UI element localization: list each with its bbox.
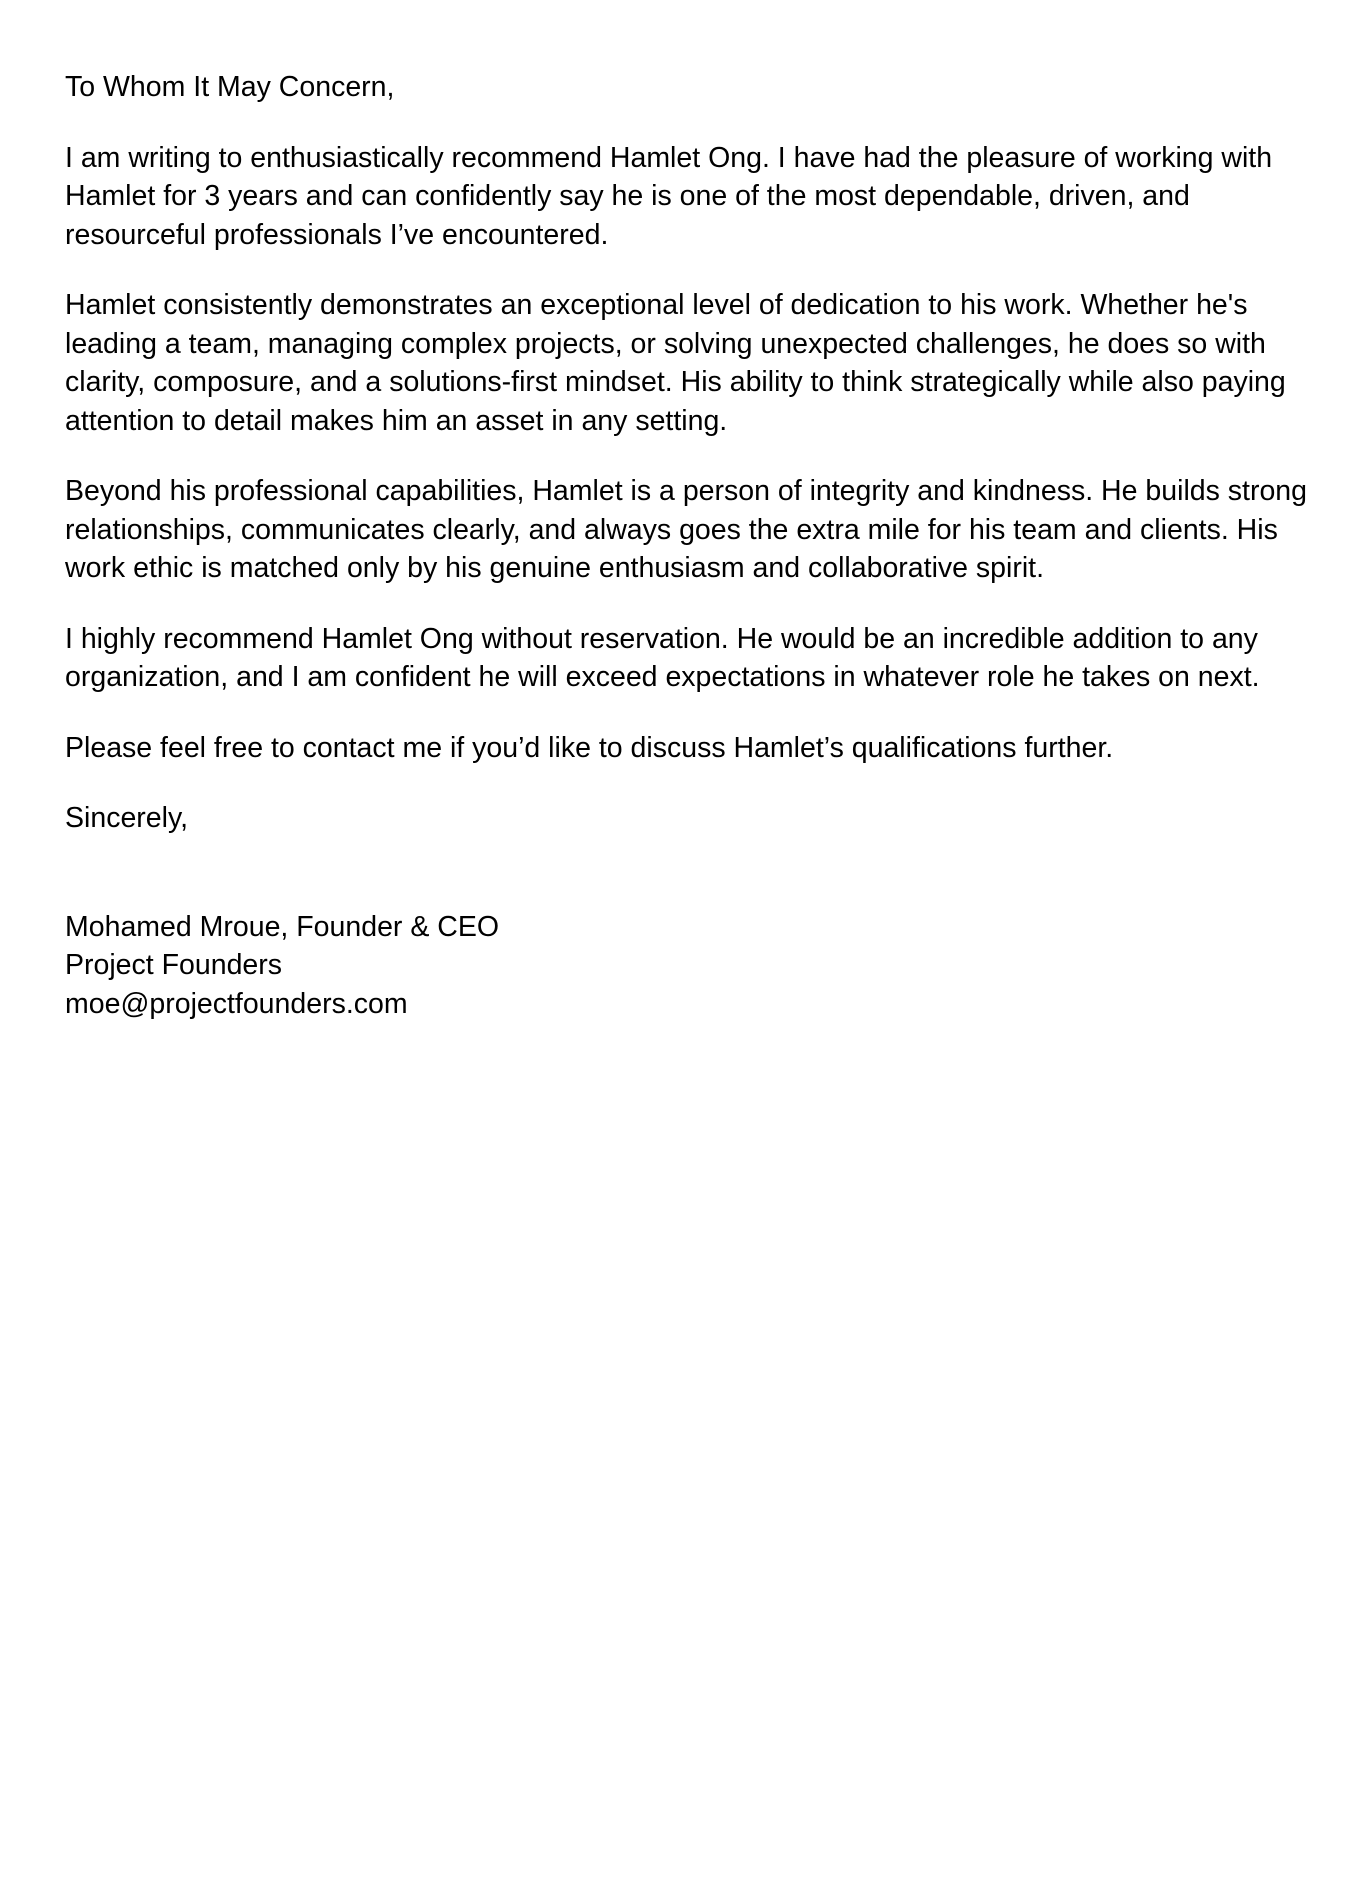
recommendation-letter bbox=[65, 68, 1325, 1023]
signer-company: Project Founders bbox=[65, 949, 283, 981]
body-paragraph-intro: I am writing to enthusiastically recommend Hamlet Ong. I have had the pleasure of working with Hamlet for 3 years and can confidently say he is one of the most dependable, driven, and resourceful professionals I’ve encountered. bbox=[65, 141, 1273, 251]
body-paragraph-dedication: Hamlet consistently demonstrates an exceptional level of dedication to his work. Whether he's leading a team, managing complex projects, or solving unexpected challenges, he does so with clarity, composure, and a solutions-first mindset. His ability to think strategically while also paying attention to detail makes him an asset in any setting. bbox=[65, 289, 1286, 437]
signature-block bbox=[65, 908, 1325, 1024]
signer-email: moe@projectfounders.com bbox=[65, 987, 408, 1020]
salutation: To Whom It May Concern, bbox=[65, 71, 395, 103]
signer-name-title: Mohamed Mroue, Founder & CEO bbox=[65, 910, 500, 943]
closing: Sincerely, bbox=[65, 802, 189, 834]
body-paragraph-character: Beyond his professional capabilities, Hamlet is a person of integrity and kindness. He builds strong relationships, communicates clearly, and always goes the extra mile for his team and clients. His work ethic is matched only by his genuine enthusiasm and collaborative spirit. bbox=[65, 475, 1308, 584]
body-paragraph-contact: Please feel free to contact me if you’d like to discuss Hamlet’s qualifications further. bbox=[65, 731, 1114, 764]
body-paragraph-recommendation: I highly recommend Hamlet Ong without reservation. He would be an incredible addition to any organization, and I am confident he will exceed expectations in whatever role he takes on next. bbox=[65, 622, 1260, 693]
